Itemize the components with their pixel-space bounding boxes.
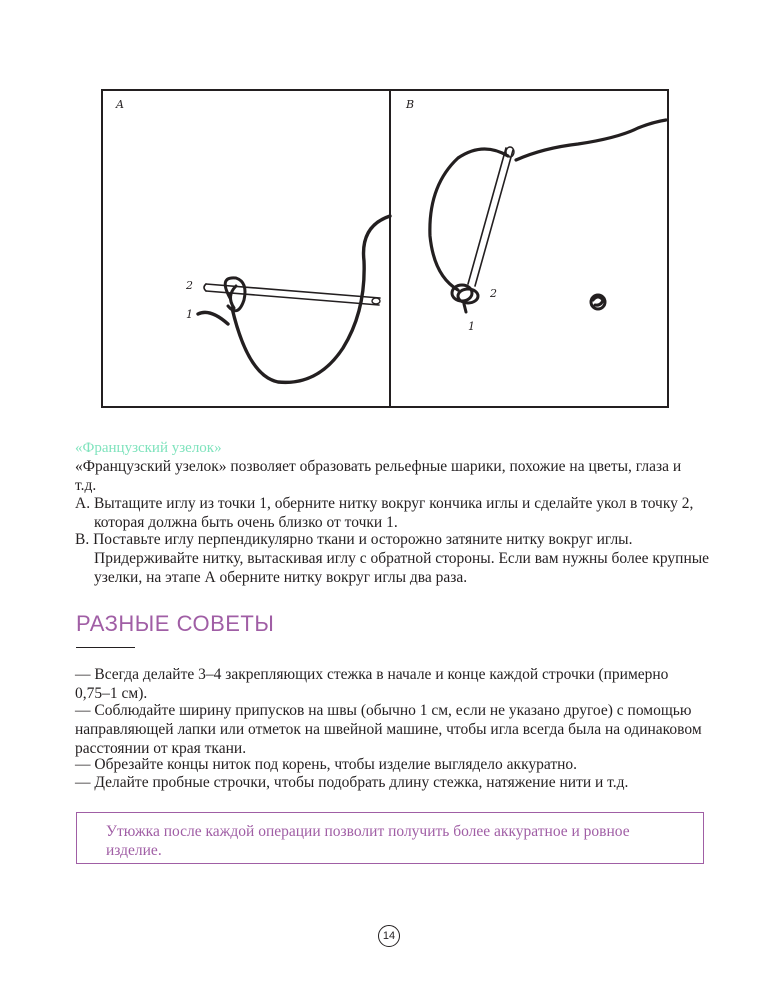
- panel-b-label: B: [406, 98, 415, 111]
- note-text: Утюжка после каждой операции позволит получить более аккуратное и ровное изделие.: [106, 823, 630, 859]
- french-knot-step-b: B. Поставьте иглу перпендикулярно ткани и осторожно затяните нитку вокруг иглы. Придерживайте нитку, вытаскивая иглу с обратной стороны. Если вам нужны более крупные узелки, на этапе А оберните нитку вокруг иглы два раза.: [75, 531, 710, 586]
- panel-a-label: A: [116, 98, 124, 111]
- note-box: [76, 812, 704, 864]
- point-1-label-a: 1: [186, 308, 193, 321]
- heading-underline: [76, 647, 135, 648]
- point-2-label-a: 2: [186, 279, 193, 292]
- panel-a-frame: [102, 90, 390, 407]
- point-1-label-b: 1: [468, 320, 475, 333]
- french-knot-step-a: A. Вытащите иглу из точки 1, оберните нитку вокруг кончика иглы и сделайте укол в точку 2, которая должна быть очень близко от точки 1.: [75, 495, 694, 531]
- thread-b: [516, 120, 666, 160]
- tip-2: — Соблюдайте ширину припусков на швы (обычно 1 см, если не указано другое) с помощью направляющей лапки или отметок на швейной машине, чтобы игла всегда была на одинаковом расстоянии от края ткани.: [75, 702, 702, 757]
- french-knot-title: «Французский узелок»: [75, 440, 222, 456]
- tip-3: — Обрезайте концы ниток под корень, чтобы изделие выглядело аккуратно.: [75, 756, 578, 773]
- page-number: 14: [378, 925, 400, 947]
- panel-a-drawing: [198, 216, 390, 382]
- needle-b: [468, 148, 513, 286]
- tip-4: — Делайте пробные строчки, чтобы подобрать длину стежка, натяжение нити и т.д.: [75, 774, 629, 791]
- tip-1: — Всегда делайте 3–4 закрепляющих стежка в начале и конце каждой строчки (примерно 0,75–1 см).: [75, 666, 669, 702]
- panel-b-drawing: [430, 120, 666, 312]
- french-knot-intro: «Французский узелок» позволяет образовать рельефные шарики, похожие на цветы, глаза и т.д.: [75, 458, 682, 494]
- tips-heading: РАЗНЫЕ СОВЕТЫ: [76, 611, 275, 636]
- french-knot-illustration: [98, 86, 672, 411]
- point-2-label-b: 2: [490, 287, 497, 300]
